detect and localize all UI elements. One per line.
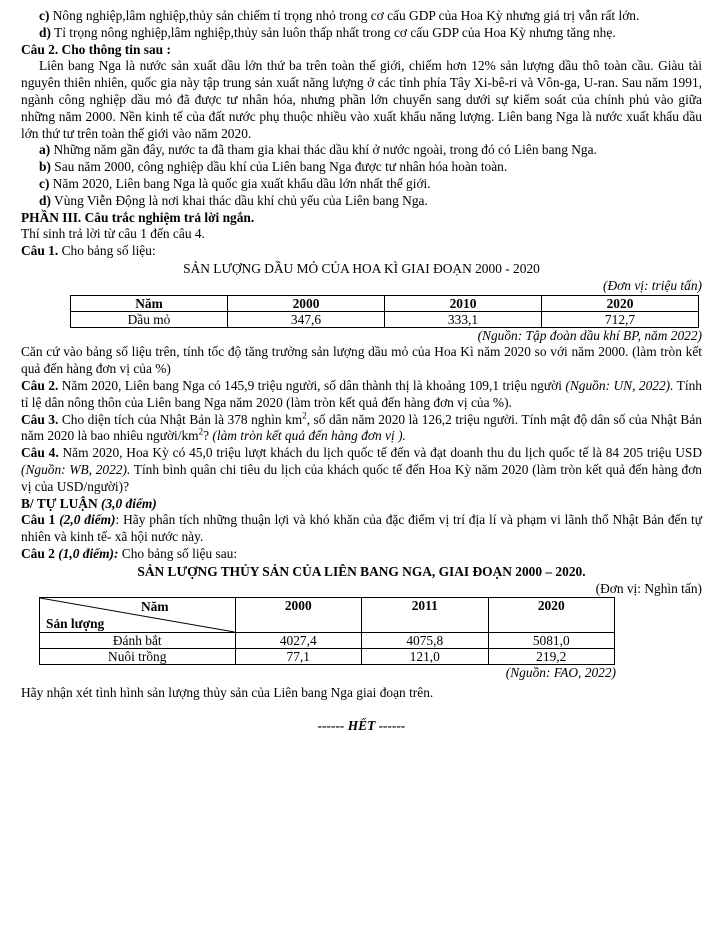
table-header-row xyxy=(40,598,615,633)
table-cell: Nuôi trồng xyxy=(40,649,236,665)
table-header-cell: 2000 xyxy=(228,295,385,311)
table-corner-cell xyxy=(40,598,236,633)
table-cell: 5081,0 xyxy=(488,633,615,649)
table-cell: 121,0 xyxy=(362,649,489,665)
q2-paragraph: Liên bang Nga là nước sản xuất dầu lớn thứ ba trên toàn thế giới, chiếm hơn 12% sản lượng dầu thô toàn cầu. Giàu tài nguyên thiên nhiên, quốc gia này tập trung sản xuất năng lượng ở các tỉnh phía Tây Xi-bê-ri và Vôn-ga, U-ran. Sau năm 1991, ngành công nghiệp dầu mỏ đã được tư nhân hóa, nhưng phần lớn chuyển sang dưới sự kiểm soát của chính phủ vào giữa những năm 2000. Nền kinh tế của đất nước phụ thuộc nhiều vào xuất khẩu năng lượng. Liên bang Nga là nước xuất khẩu dầu lớn thứ tư trên toàn thế giới vào năm 2020. xyxy=(21,58,702,141)
q2-option-c: c) Năm 2020, Liên bang Nga là quốc gia xuất khẩu dầu lớn nhất thế giới. xyxy=(39,175,431,191)
fish-table-unit: (Đơn vị: Nghìn tấn) xyxy=(595,580,702,596)
q2-heading: Câu 2. Cho thông tin sau : xyxy=(21,41,171,57)
part3-q2: Câu 2. Năm 2020, Liên bang Nga có 145,9 triệu người, số dân thành thị là khoảng 109,1 triệu người (Nguồn: UN, 2022). Tính tỉ lệ dân nông thôn của Liên bang Nga năm 2020 (làm tròn kết quả đến hàng đơn vị của %). xyxy=(21,377,702,410)
table-cell: Đánh bắt xyxy=(40,633,236,649)
table-row xyxy=(40,649,615,665)
intro-option-c: c) Nông nghiệp,lâm nghiệp,thủy sản chiếm tỉ trọng nhỏ trong cơ cấu GDP của Hoa Kỳ nhưng giá trị vẫn rất lớn. xyxy=(39,8,640,23)
partB-q2-question: Hãy nhận xét tình hình sản lượng thủy sản của Liên bang Nga giai đoạn trên. xyxy=(21,685,434,701)
table-row xyxy=(40,633,615,649)
part3-q1-question: Căn cứ vào bảng số liệu trên, tính tốc độ tăng trưởng sản lượng dầu mỏ của Hoa Kì năm 2020 so với năm 2000. (làm tròn kết quả đến hàng đơn vị của %) xyxy=(21,344,702,377)
table-header-cell: 2000 xyxy=(235,598,362,633)
table-cell: 4075,8 xyxy=(362,633,489,649)
oil-table-title: SẢN LƯỢNG DẦU MỎ CỦA HOA KÌ GIAI ĐOẠN 2000 - 2020 xyxy=(183,260,540,276)
part3-q1-lead: Câu 1. Cho bảng số liệu: xyxy=(21,243,156,259)
table-cell: 219,2 xyxy=(488,649,615,665)
table-header-row xyxy=(71,295,699,311)
table-header-cell: 2020 xyxy=(542,295,699,311)
oil-table-unit: (Đơn vị: triệu tấn) xyxy=(603,277,702,293)
q2-option-b: b) Sau năm 2000, công nghiệp dầu khí của Liên bang Nga được tư nhân hóa hoàn toàn. xyxy=(39,159,508,175)
partB-q1: Câu 1 (2,0 điểm): Hãy phân tích những thuận lợi và khó khăn của đặc điểm vị trí địa lí và phạm vi lãnh thổ Nhật Bản đến tự nhiên và kinh tế- xã hội nước này. xyxy=(21,512,702,545)
table-header-cell: Năm xyxy=(71,295,228,311)
table-cell: 77,1 xyxy=(235,649,362,665)
table-header-cell: 2011 xyxy=(362,598,489,633)
partB-q2-lead: Câu 2 (1,0 điểm): Cho bảng số liệu sau: xyxy=(21,545,238,561)
table-cell: 347,6 xyxy=(228,311,385,327)
corner-year-label: Năm xyxy=(140,599,169,615)
part3-heading: PHẦN III. Câu trắc nghiệm trả lời ngắn. xyxy=(21,209,255,225)
fish-table-source: (Nguồn: FAO, 2022) xyxy=(505,665,616,681)
q2-option-a: a) Những năm gần đây, nước ta đã tham gia khai thác dầu khí ở nước ngoài, trong đó có Liên bang Nga. xyxy=(39,142,597,158)
corner-product-label: Sản lượng xyxy=(46,616,105,632)
end-mark: ------ HẾT ------ xyxy=(317,717,406,733)
partB-heading: B/ TỰ LUẬN (3,0 điểm) xyxy=(21,495,157,511)
part3-instruction: Thí sinh trả lời từ câu 1 đến câu 4. xyxy=(21,226,205,242)
table-header-cell: 2020 xyxy=(488,598,615,633)
fishery-production-table xyxy=(39,597,615,665)
table-cell: 4027,4 xyxy=(235,633,362,649)
table-cell: Dầu mỏ xyxy=(71,311,228,327)
table-cell: 712,7 xyxy=(542,311,699,327)
table-row xyxy=(71,311,699,327)
part3-q4: Câu 4. Năm 2020, Hoa Kỳ có 45,0 triệu lượt khách du lịch quốc tế đến và đạt doanh thu du lịch quốc tế là 84 205 triệu USD (Nguồn: WB, 2022). Tính bình quân chi tiêu du lịch của khách quốc tế đến Hoa Kỳ năm 2020 (làm tròn kết quả đến hàng đơn vị của USD/người)? xyxy=(21,445,702,494)
oil-production-table xyxy=(70,295,699,328)
table-cell: 333,1 xyxy=(385,311,542,327)
oil-table-source: (Nguồn: Tập đoàn dầu khí BP, năm 2022) xyxy=(477,327,702,343)
fish-table-title: SẢN LƯỢNG THỦY SẢN CỦA LIÊN BANG NGA, GIAI ĐOẠN 2000 – 2020. xyxy=(137,563,586,579)
table-header-cell: 2010 xyxy=(385,295,542,311)
q2-option-d: d) Vùng Viễn Động là nơi khai thác dầu khí chủ yếu của Liên bang Nga. xyxy=(39,192,428,208)
part3-q3: Câu 3. Cho diện tích của Nhật Bản là 378 nghìn $km^2$, số dân năm 2020 là 126,2 triệu người. Tính mật độ dân số của Nhật Bản năm 2020 là bao nhiêu người/$km^2$? (làm tròn kết quả đến hàng đơn vị ). xyxy=(21,410,702,444)
intro-option-d: d) Tỉ trọng nông nghiệp,lâm nghiệp,thủy sản luôn thấp nhất trong cơ cấu GDP của Hoa Kỳ nhưng tăng nhẹ. xyxy=(39,24,616,40)
